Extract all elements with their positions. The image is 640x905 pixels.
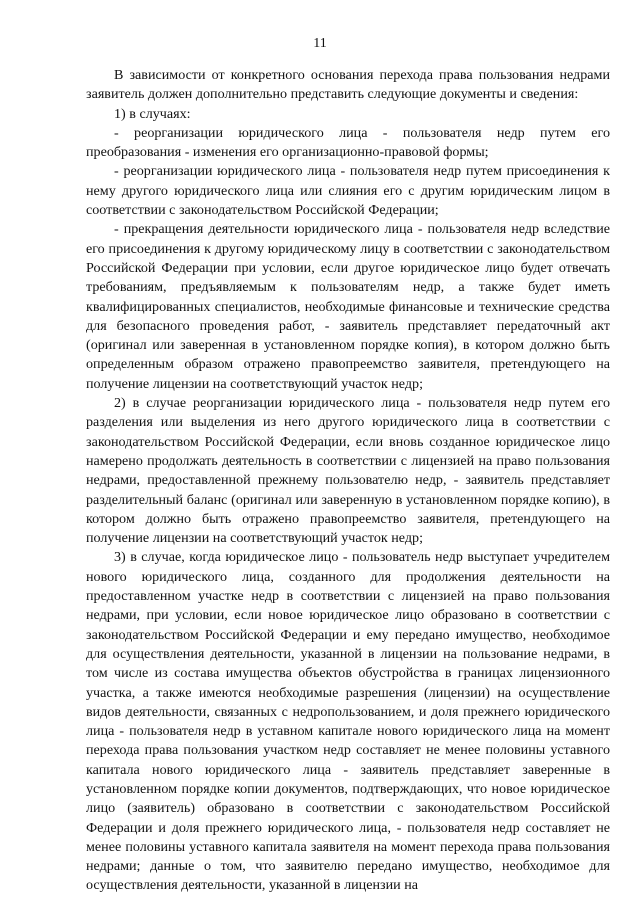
page-number: 11 — [313, 36, 327, 51]
paragraph-item-3: 3) в случае, когда юридическое лицо - пользователь недр выступает учредителем нового юридического лица, созданного для продолжения деятельности на предоставленном участке недр в соответствии с лицензией на право пользования недрами, при условии, если новое юридическое лицо образовано в соответствии с законодательством Российской Федерации и ему передано имущество, необходимое для осуществления деятельности, указанной в лицензии на пользование недрами, в том числе из состава имущества объектов обустройства в границах лицензионного участка, а также имеются необходимые разрешения (лицензии) на осуществление видов деятельности, связанных с недропользованием, и доля прежнего юридического лица - пользователя недр в уставном капитале нового юридического лица на момент перехода права пользования участком недр составляет не менее половины уставного капитала нового юридического лица - заявитель представляет заверенные в установленном порядке копии документов, подтверждающих, что новое юридическое лицо (заявитель) образовано в соответствии с законодательством Российской Федерации и доля прежнего юридического лица, - пользователя недр составляет не менее половины уставного капитала заявителя на момент перехода права пользования недрами; данные о том, что заявителю передано имущество, необходимое для осуществления деятельности, указанной в лицензии на — [86, 549, 610, 894]
paragraph-reorganization-transformation: - реорганизации юридического лица - пользователя недр путем его преобразования - изменения его организационно-правовой формы; — [86, 124, 610, 161]
paragraph-item-2: 2) в случае реорганизации юридического лица - пользователя недр путем его разделения или выделения из него другого юридического лица в соответствии с законодательством Российской Федерации, если вновь созданное юридическое лицо намерено продолжать деятельность в соответствии с лицензией на право пользования недрами, предоставленной прежнему пользователю недр, - заявитель представляет разделительный баланс (оригинал или заверенную в установленном порядке копию), в котором должно быть отражено правопреемство заявителя, претендующего на получение лицензии на соответствующий участок недр; — [86, 395, 610, 547]
document-body — [86, 66, 610, 896]
paragraph-item-1: 1) в случаях: — [114, 105, 191, 122]
paragraph-intro: В зависимости от конкретного основания перехода права пользования недрами заявитель должен дополнительно представить следующие документы и сведения: — [86, 67, 610, 103]
paragraph-termination-accession: - прекращения деятельности юридического лица - пользователя недр вследствие его присоединения к другому юридическому лицу в соответствии с законодательством Российской Федерации при условии, если другое юридическое лицо будет отвечать требованиям, предъявляемым к пользователям недр, а также будет иметь квалифицированных специалистов, необходимые финансовые и технические средства для безопасного проведения работ, - заявитель представляет передаточный акт (оригинал или заверенная в установленном порядке копия), в котором должно быть определенным образом отражено правопреемство заявителя, претендующего на получение лицензии на соответствующий участок недр; — [86, 221, 610, 392]
paragraph-reorganization-merger: - реорганизации юридического лица - пользователя недр путем присоединения к нему другого юридического лица или слияния его с другим юридическим лицом в соответствии с законодательством Российской Федерации; — [86, 163, 610, 219]
